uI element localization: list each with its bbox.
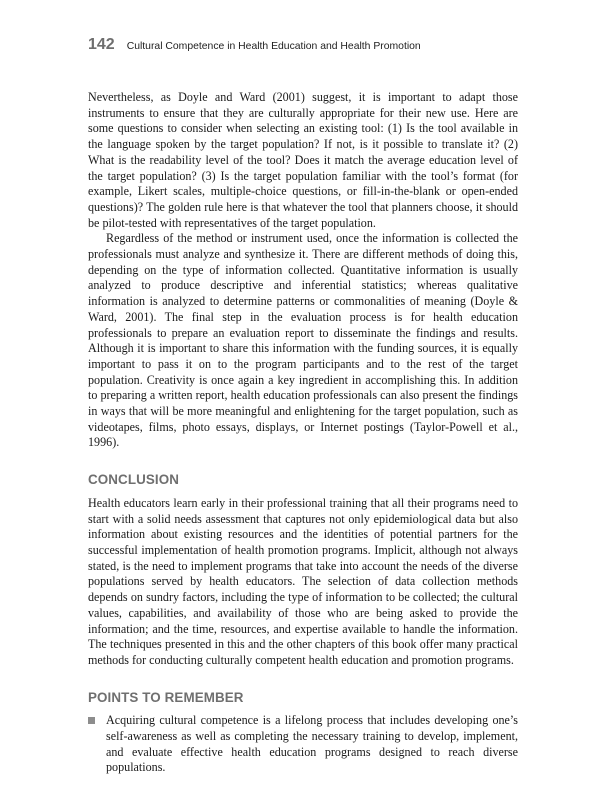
body-paragraph: Nevertheless, as Doyle and Ward (2001) suggest, it is important to adapt those instruments to ensure that they are culturally appropriate for their new use. Here are some questions to consider when selecting an existing tool: (1) Is the tool available in the language spoken by the target population? If not, is it possible to translate it? (2) What is the readability level of the tool? Does it match the average education level of the target population? (3) Is the target population familiar with the tool’s format (for example, Likert scales, multiple-choice questions, or fill-in-the-blank or open-ended questions)? The golden rule here is that whatever the tool that planners choose, it should be pilot-tested with representatives of the target population.	[88, 90, 518, 230]
list-item-text: Acquiring cultural competence is a lifelong process that includes developing one’s self-awareness as well as completing the necessary training to develop, implement, and evaluate effective health education programs designed to reach diverse populations.	[106, 713, 518, 775]
conclusion-paragraph: Health educators learn early in their professional training that all their programs need to start with a solid needs assessment that captures not only epidemiological data but also information about existing resources and the identities of potential partners for the successful implementation of health promotion programs. Implicit, although not always stated, is the need to implement programs that take into account the needs of the diverse populations served by health educators. The selection of data collection methods depends on sundry factors, including the type of information to be collected; the cultural values, capabilities, and availability of those who are being asked to provide the information; and the time, resources, and expertise available to handle the information. The techniques presented in this and the other chapters of this book offer many practical methods for conducting culturally competent health education and promotion programs.	[88, 495, 518, 667]
square-bullet-icon	[88, 717, 95, 724]
list-item	[88, 713, 518, 776]
running-title: Cultural Competence in Health Education and Health Promotion	[126, 41, 421, 52]
page-number: 142	[88, 36, 115, 53]
body-paragraph: Regardless of the method or instrument used, once the information is collected the professionals must analyze and synthesize it. There are different methods of doing this, depending on the type of information collected. Quantitative information is usually analyzed to produce descriptive and inferential statistics; whereas qualitative information is analyzed to determine patterns or commonalities of meaning (Doyle & Ward, 2001). The final step in the evaluation process is for health education professionals to prepare an evaluation report to disseminate the findings and results. Although it is important to share this information with the funding sources, it is equally important to pass it on to the program participants and to the rest of the target population. Creativity is once again a key ingredient in accomplishing this. In addition to preparing a written report, health education professionals can also present the findings in ways that will be more meaningful and enlightening for the target population, such as videotapes, films, photo essays, displays, or Internet postings (Taylor-Powell et al., 1996).	[88, 231, 518, 450]
conclusion-heading: CONCLUSION	[88, 472, 180, 488]
running-head	[88, 36, 528, 58]
points-to-remember-heading: POINTS TO REMEMBER	[88, 689, 244, 705]
page-body	[88, 90, 518, 776]
points-list	[88, 713, 518, 776]
